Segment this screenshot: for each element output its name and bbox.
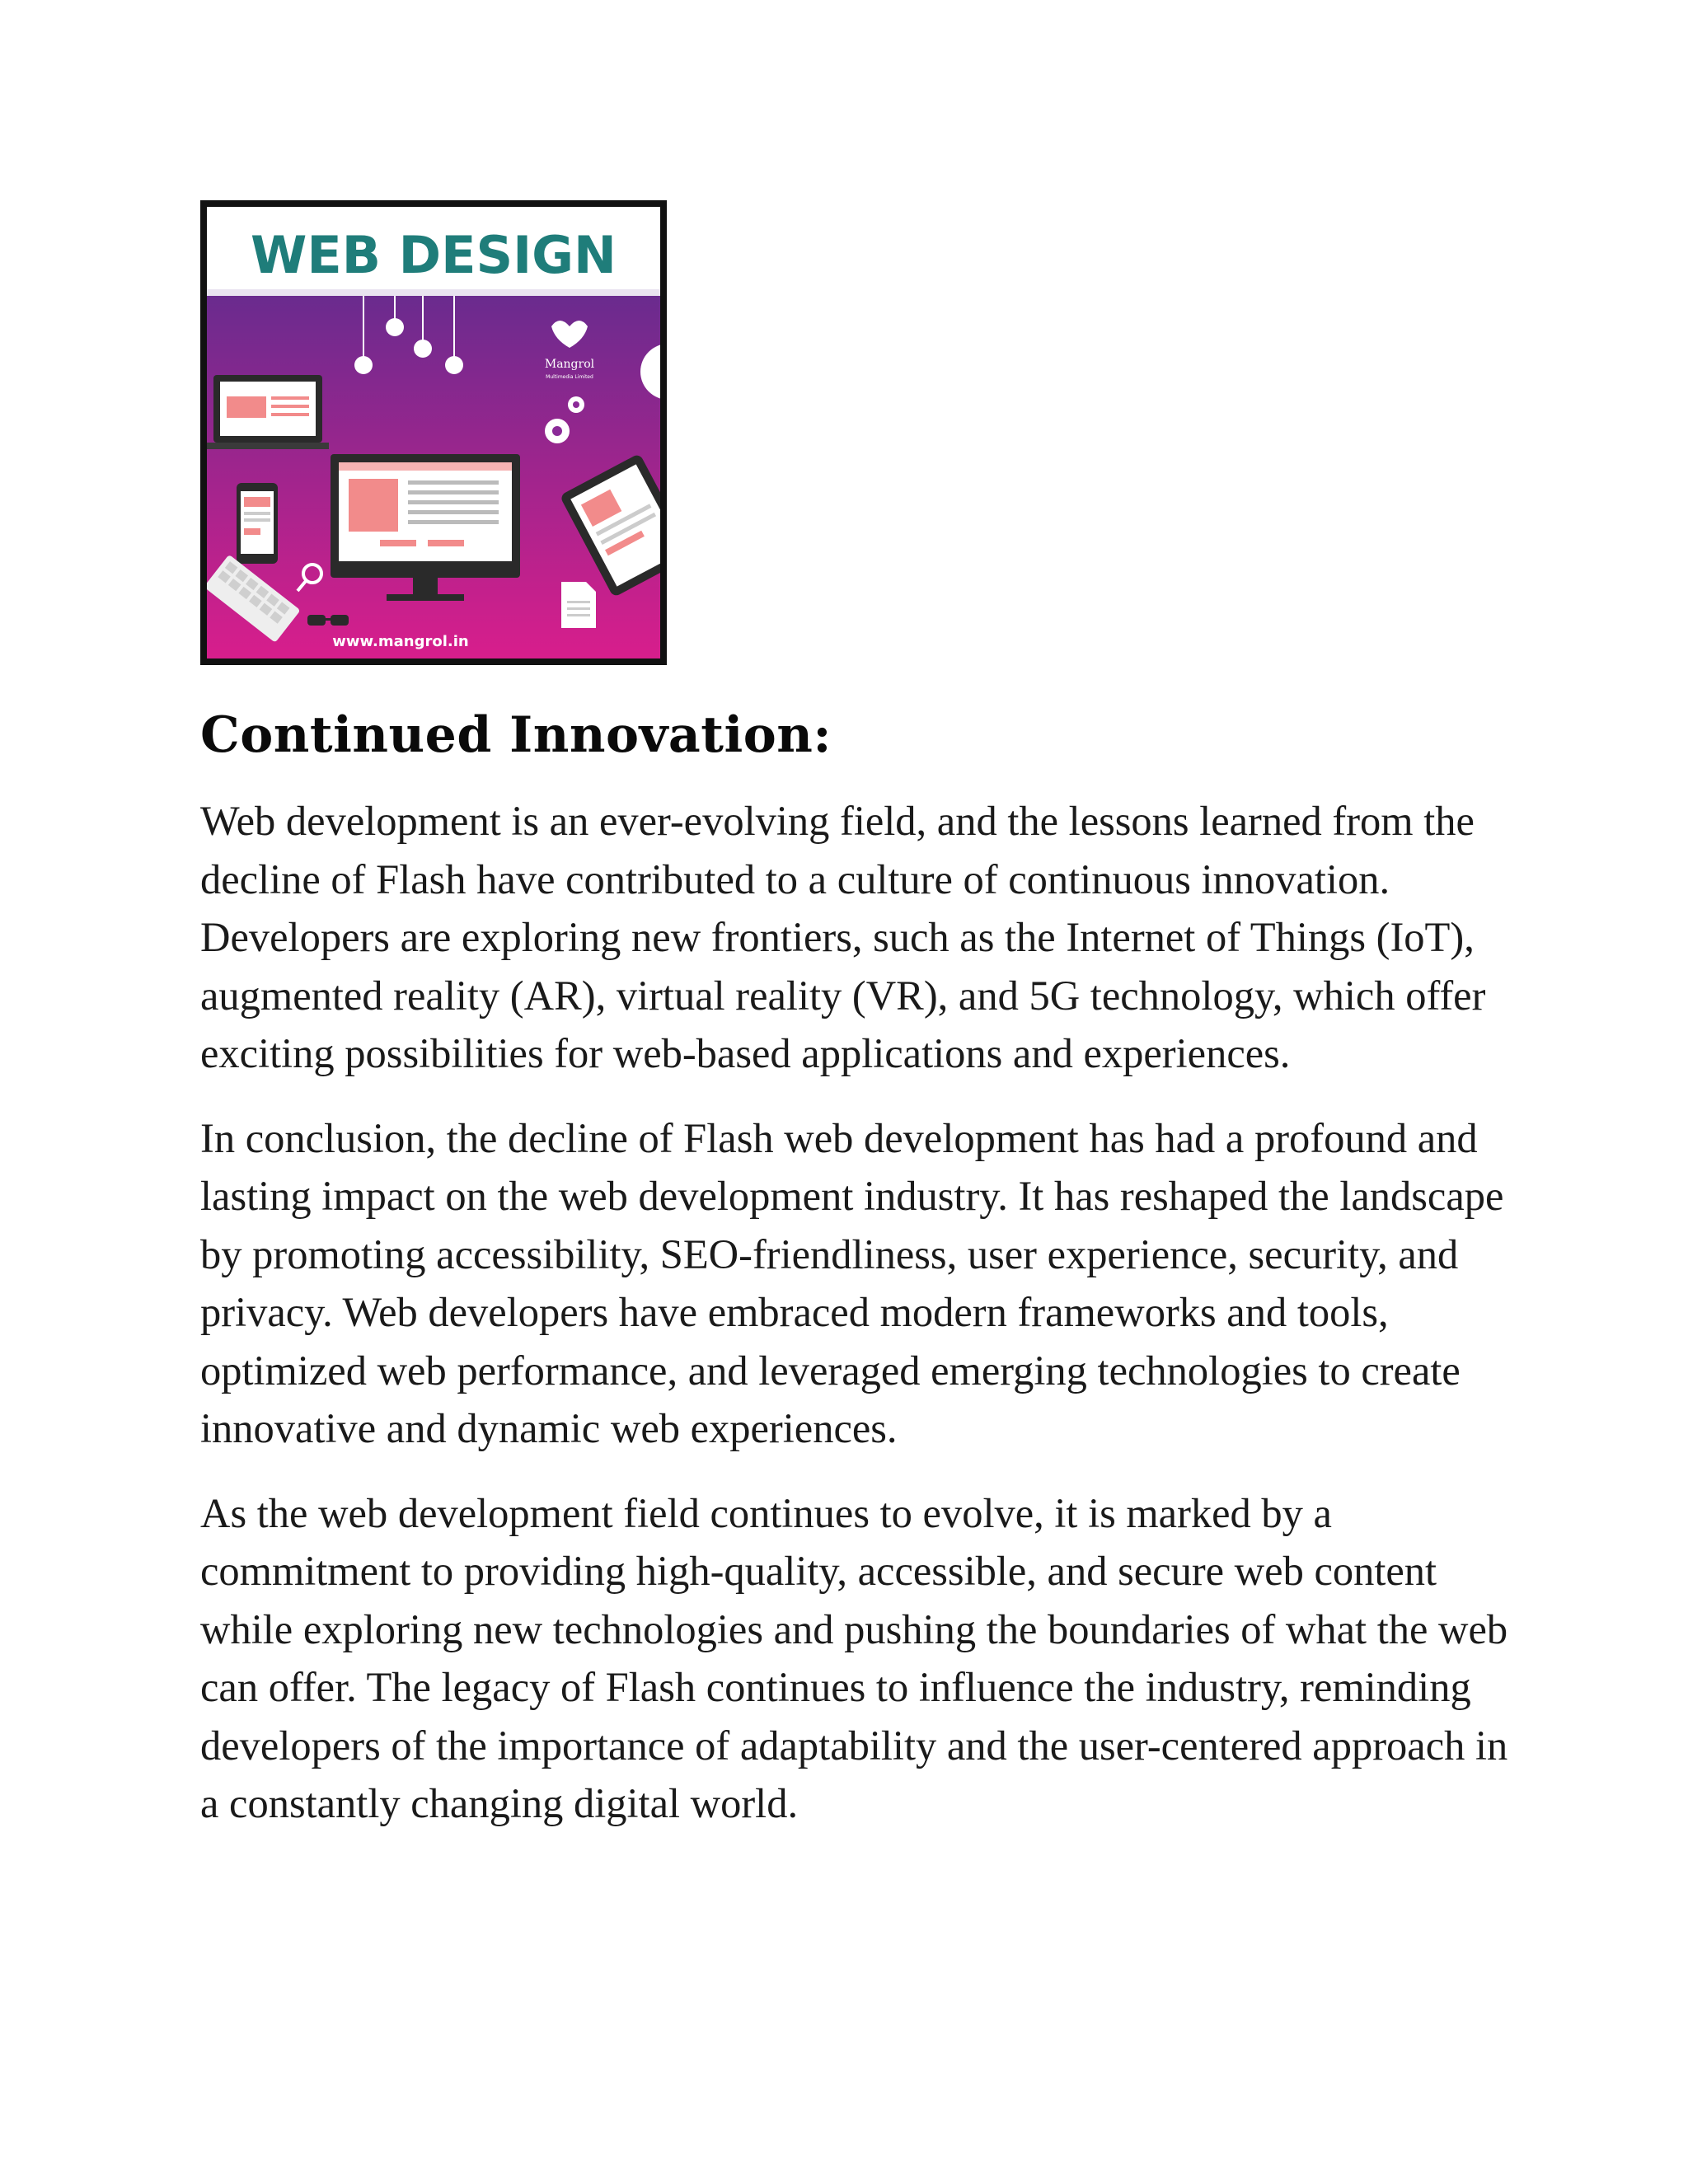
svg-text:Multimedia Limited: Multimedia Limited [546,374,593,380]
paragraph-conclusion: In conclusion, the decline of Flash web development has had a profound and lasting impact on the web development industry. It has reshaped the landscape by promoting accessibility, SEO-friendliness, user experience, security, and privacy. Web developers have embraced modern frameworks and tools, optimized web performance, and leveraged emerging technologies to create innovative and dynamic web experiences. [200,1114,1504,1451]
smartphone-icon [237,483,278,564]
document-page [200,200,1511,1859]
document-icon [561,582,596,628]
laptop-icon [207,375,329,449]
section-heading: Continued Innovation: [200,706,832,764]
web-design-artwork [207,207,660,658]
banner-title: WEB DESIGN [251,225,617,285]
paragraph-evolution: As the web development field continues to evolve, it is marked by a commitment to providing high-quality, accessible, and secure web content while exploring new technologies and pushing the boundaries of what the web can offer. The legacy of Flash continues to influence the industry, reminding developers of the importance of adaptability and the user-centered approach in a constantly changing digital world. [200,1489,1508,1826]
web-design-illustration [200,200,667,665]
website-url: www.mangrol.in [332,633,469,650]
svg-text:Mangrol: Mangrol [544,358,595,371]
paragraph-innovation: Web development is an ever-evolving field, and the lessons learned from the decline of Flash have contributed to a culture of continuous innovation. Developers are exploring new frontiers, such as the Internet of Things (IoT), augmented reality (AR), virtual reality (VR), and 5G technology, which offer exciting possibilities for web-based applications and experiences. [200,798,1486,1076]
